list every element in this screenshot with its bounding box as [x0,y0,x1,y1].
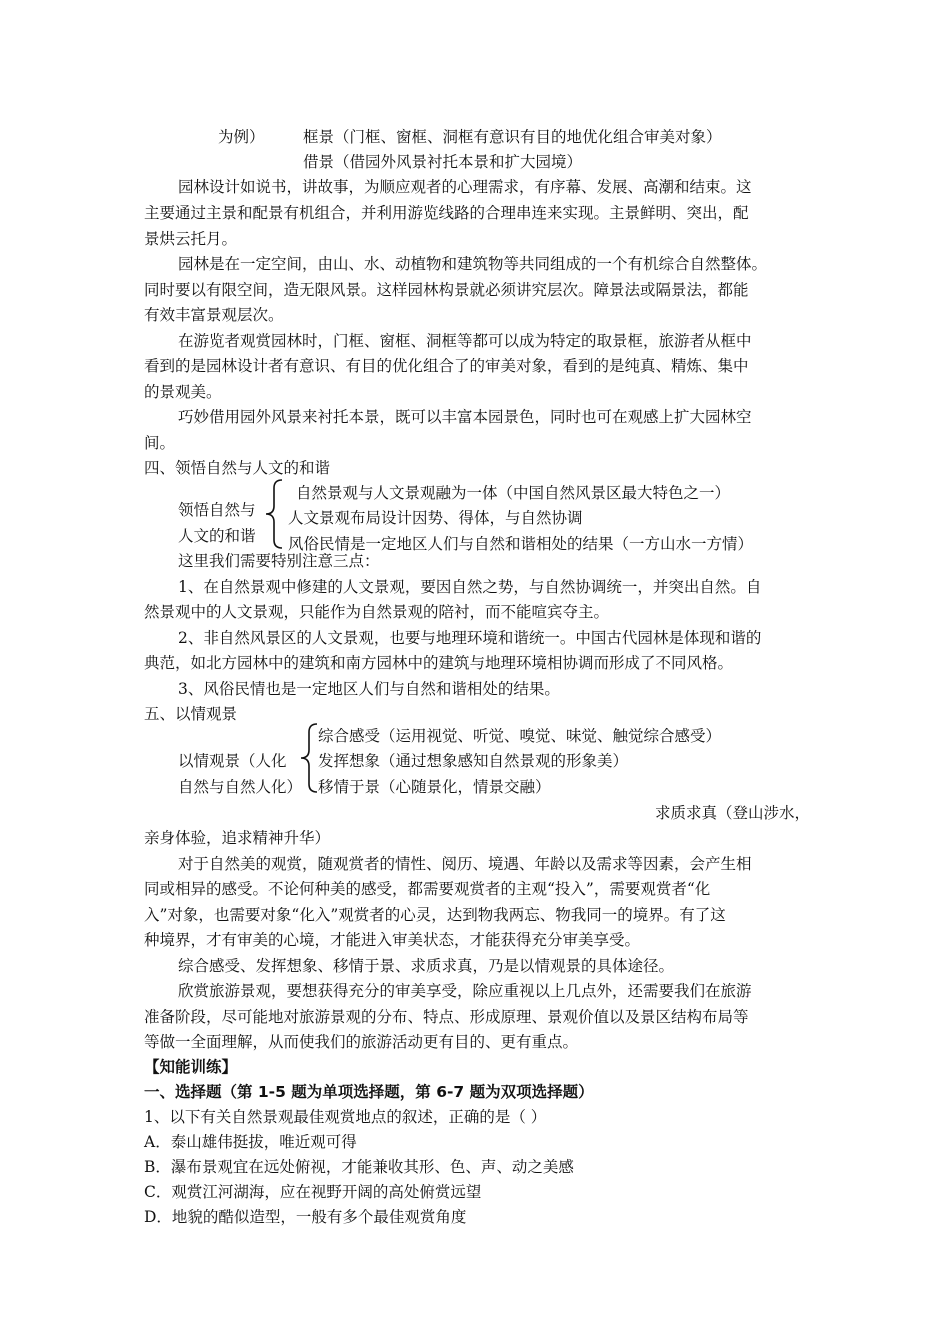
para-4-line: 巧妙借用园外风景来衬托本景，既可以丰富本园景色，同时也可在观感上扩大园林空 [178,408,752,426]
para-1-line: 景烘云托月。 [144,230,238,248]
section-5-label: 自然与自然人化） [178,778,303,796]
section-5-para-2: 综合感受、发挥想象、移情于景、求质求真，乃是以情观景的具体途径。 [178,957,675,975]
option-b: B．瀑布景观宜在远处俯视，才能兼收其形、色、声、动之美感 [144,1158,574,1176]
section-5-para-1: 同或相异的感受。不论何种美的感受，都需要观赏者的主观“投入”，需要观赏者“化 [144,880,711,898]
section-4-point-1: 然景观中的人文景观，只能作为自然景观的陪衬，而不能喧宾夺主。 [144,603,610,621]
section-5-extra: 求质求真（登山涉水， [655,804,811,822]
para-2-line: 有效丰富景观层次。 [144,306,284,324]
section-5-extra: 亲身体验，追求精神升华） [144,829,331,847]
training-subheading: 一、选择题（第 1-5 题为单项选择题，第 6-7 题为双项选择题） [144,1083,594,1101]
option-a: A．泰山雄伟挺拔，唯近观可得 [144,1133,357,1151]
para-3-line: 的景观美。 [144,383,222,401]
section-4-point-2: 典范，如北方园林中的建筑和南方园林中的建筑与地理环境相协调而形成了不同风格。 [144,654,734,672]
para-1-line: 主要通过主景和配景有机组合，并利用游览线路的合理串连来实现。主景鲜明、突出，配 [144,204,749,222]
section-5-label: 以情观景（人化 [178,752,287,770]
section-4-item: 风俗民情是一定地区人们与自然和谐相处的结果（一方山水一方情） [288,535,754,553]
para-4-line: 间。 [144,434,176,452]
section-5-item: 发挥想象（通过想象感知自然景观的形象美） [318,752,629,770]
left-brace-icon [298,722,320,794]
option-d: D．地貌的酷似造型，一般有多个最佳观赏角度 [144,1208,467,1226]
section-5-heading: 五、以情观景 [144,705,238,723]
section-4-label: 人文的和谐 [178,527,256,545]
section-5-para-1: 入”对象，也需要对象“化入”观赏者的心灵，达到物我两忘、物我同一的境界。有了这 [144,906,726,924]
section-4-note: 这里我们需要特别注意三点： [178,552,380,570]
left-brace-icon [262,478,286,550]
section-5-para-3: 欣赏旅游景观，要想获得充分的审美享受，除应重视以上几点外，还需要我们在旅游 [178,982,752,1000]
top-lead: 为例） [218,128,265,146]
section-5-item: 综合感受（运用视觉、听觉、嗅觉、味觉、触觉综合感受） [318,727,722,745]
para-1-line: 园林设计如说书，讲故事，为顺应观者的心理需求，有序幕、发展、高潮和结束。这 [178,178,752,196]
section-4-point-2: 2、非自然风景区的人文景观，也要与地理环境和谐统一。中国古代园林是体现和谐的 [178,629,762,647]
section-4-point-3: 3、风俗民情也是一定地区人们与自然和谐相处的结果。 [178,680,560,698]
para-3-line: 在游览者观赏园林时，门框、窗框、洞框等都可以成为特定的取景框，旅游者从框中 [178,332,752,350]
top-item-kuangjing: 框景（门框、窗框、洞框有意识有目的地优化组合审美对象） [303,128,722,146]
section-5-para-1: 对于自然美的观赏，随观赏者的情性、阅历、境遇、年龄以及需求等因素，会产生相 [178,855,752,873]
para-2-line: 园林是在一定空间，由山、水、动植物和建筑物等共同组成的一个有机综合自然整体。 [178,255,768,273]
option-c: C．观赏江河湖海，应在视野开阔的高处俯赏远望 [144,1183,482,1201]
section-4-point-1: 1、在自然景观中修建的人文景观，要因自然之势，与自然协调统一，并突出自然。自 [178,578,762,596]
section-4-heading: 四、领悟自然与人文的和谐 [144,459,331,477]
para-2-line: 同时要以有限空间，造无限风景。这样园林构景就必须讲究层次。障景法或隔景法，都能 [144,281,749,299]
section-5-item: 移情于景（心随景化，情景交融） [318,778,551,796]
section-5-para-1: 种境界，才有审美的心境，才能进入审美状态，才能获得充分审美享受。 [144,931,641,949]
training-heading: 【知能训练】 [144,1058,238,1076]
question-1: 1、以下有关自然景观最佳观赏地点的叙述，正确的是（ ） [144,1108,547,1126]
top-item-jiejing: 借景（借园外风景衬托本景和扩大园境） [303,153,583,171]
para-3-line: 看到的是园林设计者有意识、有目的优化组合了的审美对象，看到的是纯真、精炼、集中 [144,357,749,375]
section-4-label: 领悟自然与 [178,501,256,519]
section-5-para-3: 等做一全面理解，从而使我们的旅游活动更有目的、更有重点。 [144,1033,579,1051]
section-5-para-3: 准备阶段，尽可能地对旅游景观的分布、特点、形成原理、景观价值以及景区结构布局等 [144,1008,749,1026]
section-4-item: 人文景观布局设计因势、得体，与自然协调 [288,509,583,527]
section-4-item: 自然景观与人文景观融为一体（中国自然风景区最大特色之一） [296,484,731,502]
